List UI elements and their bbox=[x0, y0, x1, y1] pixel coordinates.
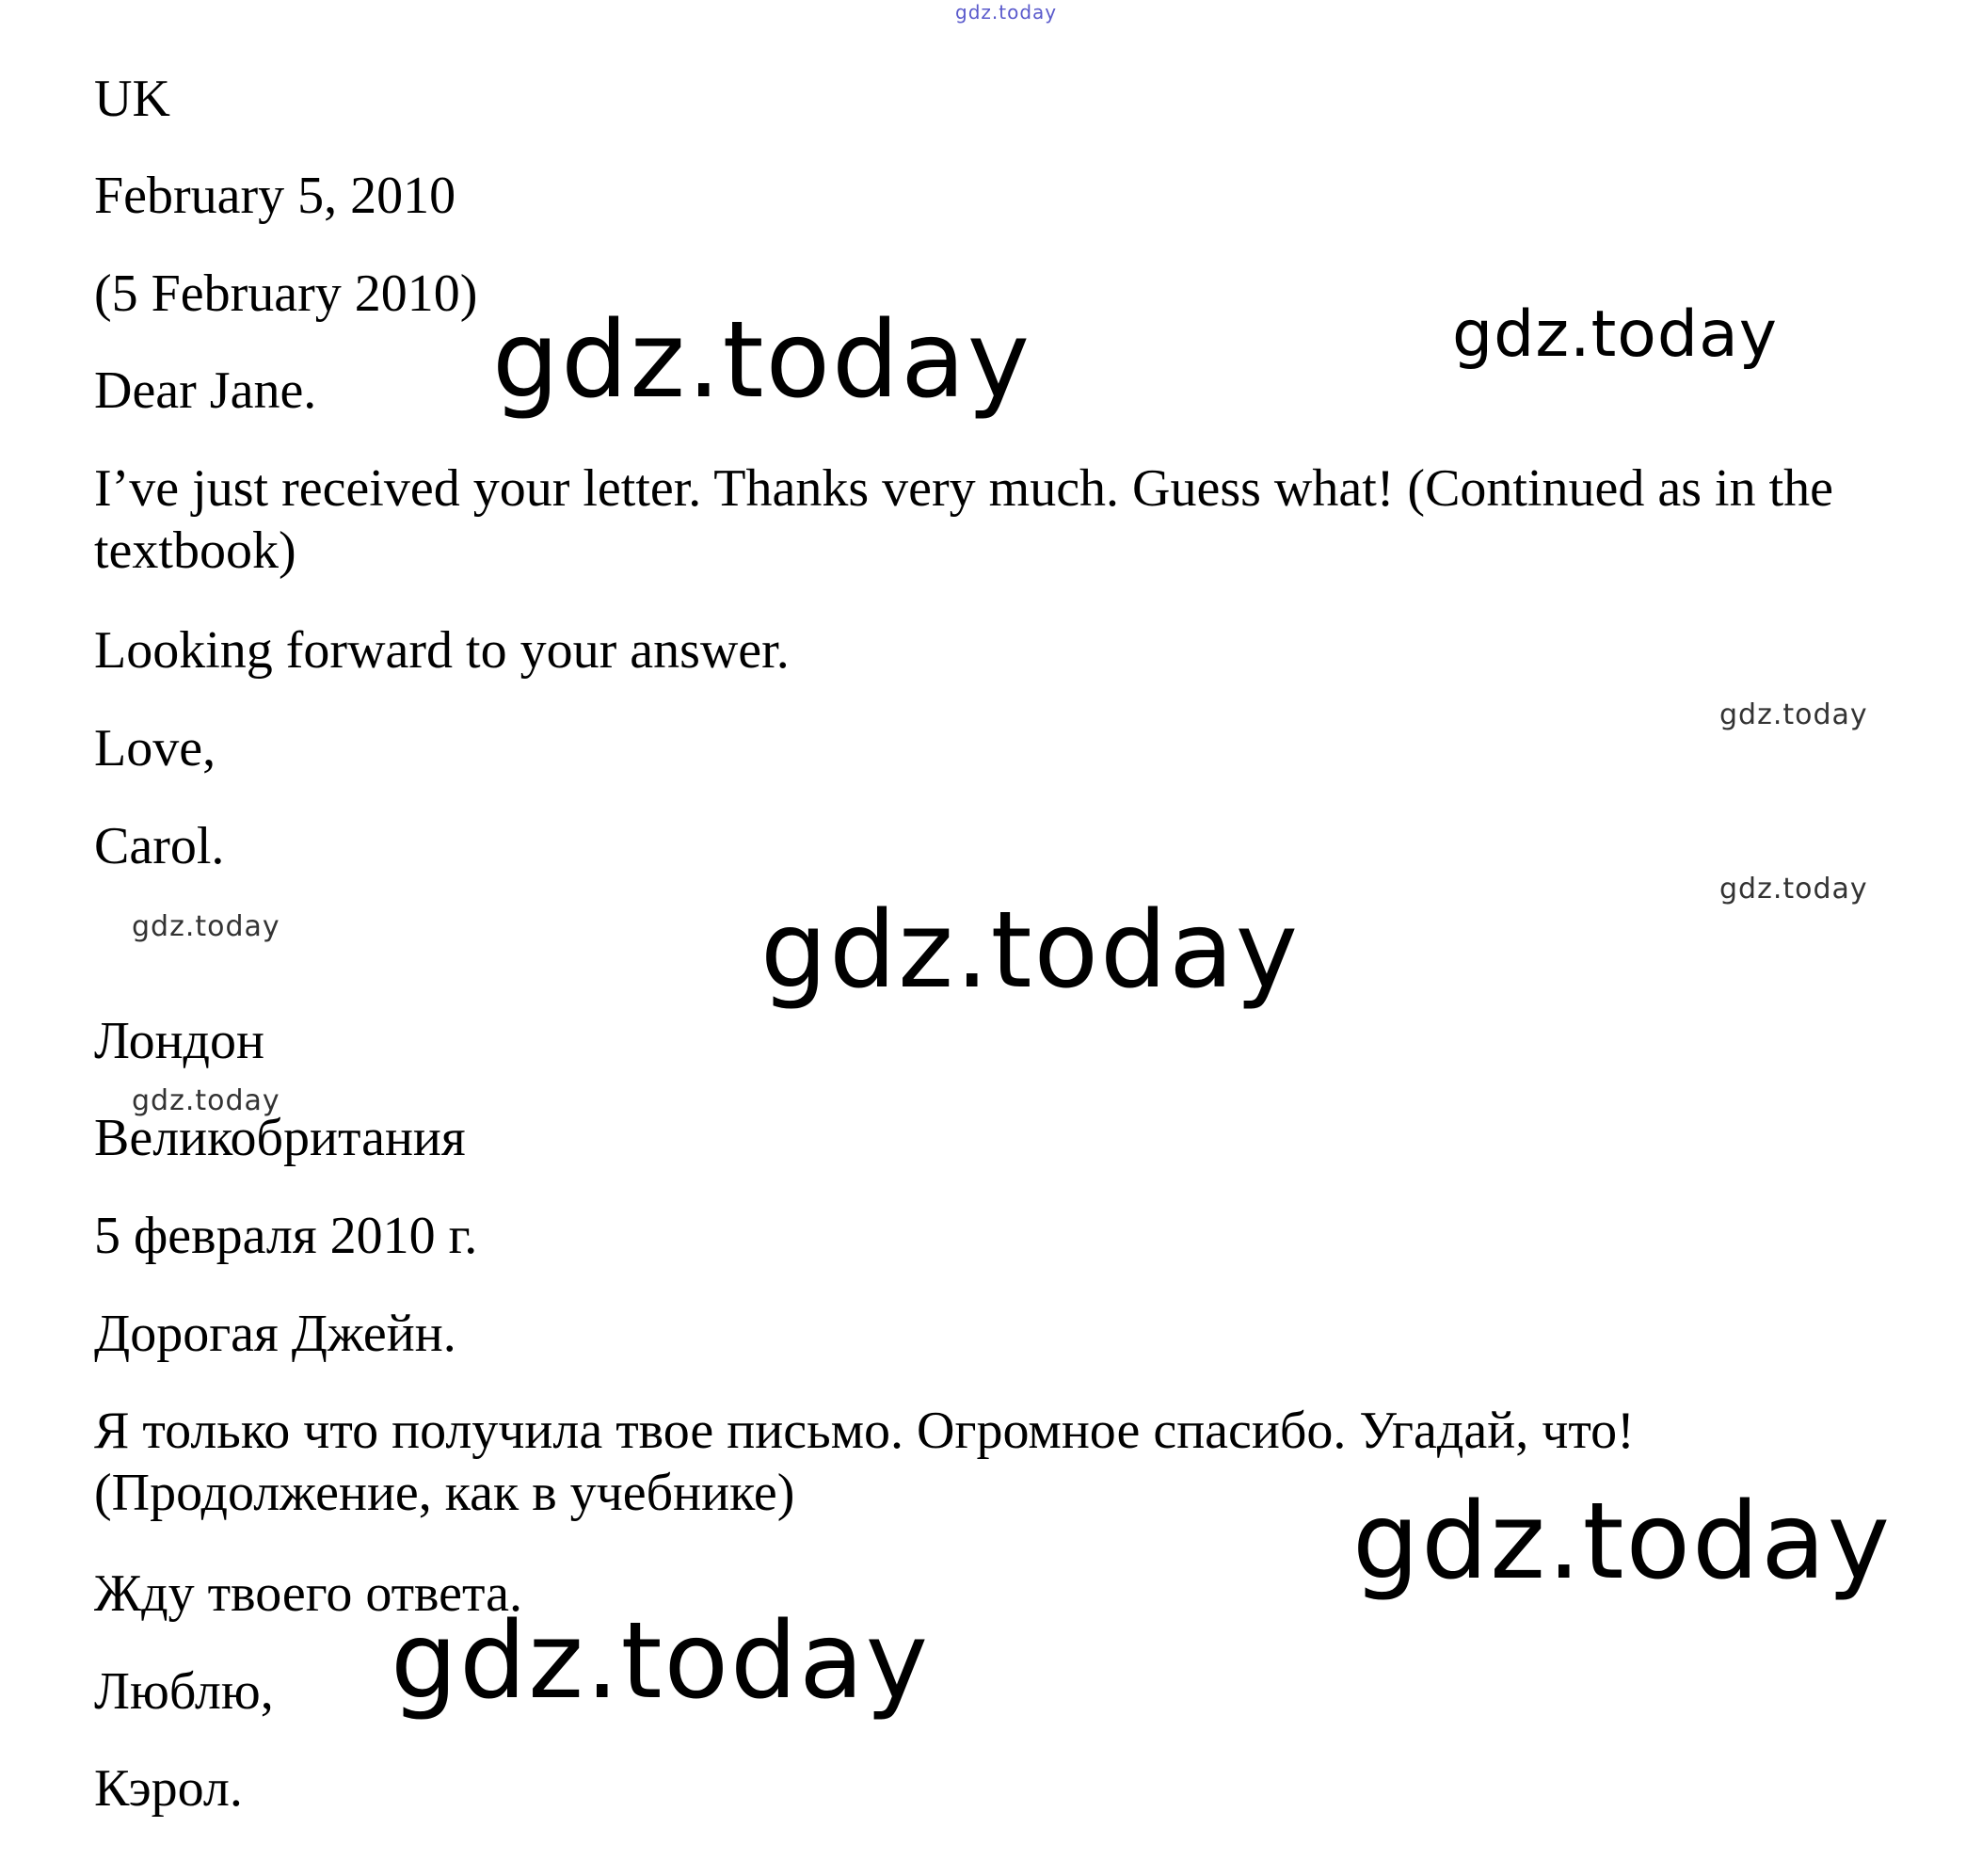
watermark-large-1: gdz.today bbox=[492, 299, 1032, 422]
letter-en-date-us: February 5, 2010 bbox=[94, 167, 456, 225]
watermark-top-small: gdz.today bbox=[955, 1, 1058, 24]
watermark-medium-1: gdz.today bbox=[1452, 297, 1778, 372]
letter-ru-closing-line: Жду твоего ответа. bbox=[94, 1564, 523, 1623]
watermark-large-4: gdz.today bbox=[391, 1600, 931, 1723]
letter-ru-salutation: Дорогая Джейн. bbox=[94, 1305, 456, 1363]
letter-ru-signature: Кэрол. bbox=[94, 1759, 243, 1818]
watermark-large-2: gdz.today bbox=[760, 890, 1301, 1012]
letter-en-sign-off: Love, bbox=[94, 719, 216, 778]
letter-ru-body: Я только что получила твое письмо. Огромное спасибо. Угадай, что! (Продолжение, как в учебнике) bbox=[94, 1402, 1635, 1522]
letter-en-date-uk: (5 February 2010) bbox=[94, 265, 478, 323]
letter-en-closing-line: Looking forward to your answer. bbox=[94, 621, 790, 680]
letter-en-body: I’ve just received your letter. Thanks very much. Guess what! (Continued as in the textbook) bbox=[94, 459, 1834, 580]
watermark-small-3: gdz.today bbox=[132, 910, 280, 943]
letter-ru-country: Великобритания bbox=[94, 1109, 466, 1167]
letter-en-signature: Carol. bbox=[94, 817, 225, 875]
watermark-small-1: gdz.today bbox=[1719, 698, 1868, 731]
watermark-large-3: gdz.today bbox=[1352, 1481, 1893, 1603]
watermark-small-4: gdz.today bbox=[132, 1084, 280, 1117]
watermark-small-2: gdz.today bbox=[1719, 873, 1868, 906]
letter-ru-sign-off: Люблю, bbox=[94, 1662, 274, 1721]
letter-en-country: UK bbox=[94, 70, 170, 128]
letter-en-salutation: Dear Jane. bbox=[94, 361, 317, 420]
letter-ru-city: Лондон bbox=[94, 1012, 265, 1070]
letter-ru-date: 5 февраля 2010 г. bbox=[94, 1207, 478, 1265]
